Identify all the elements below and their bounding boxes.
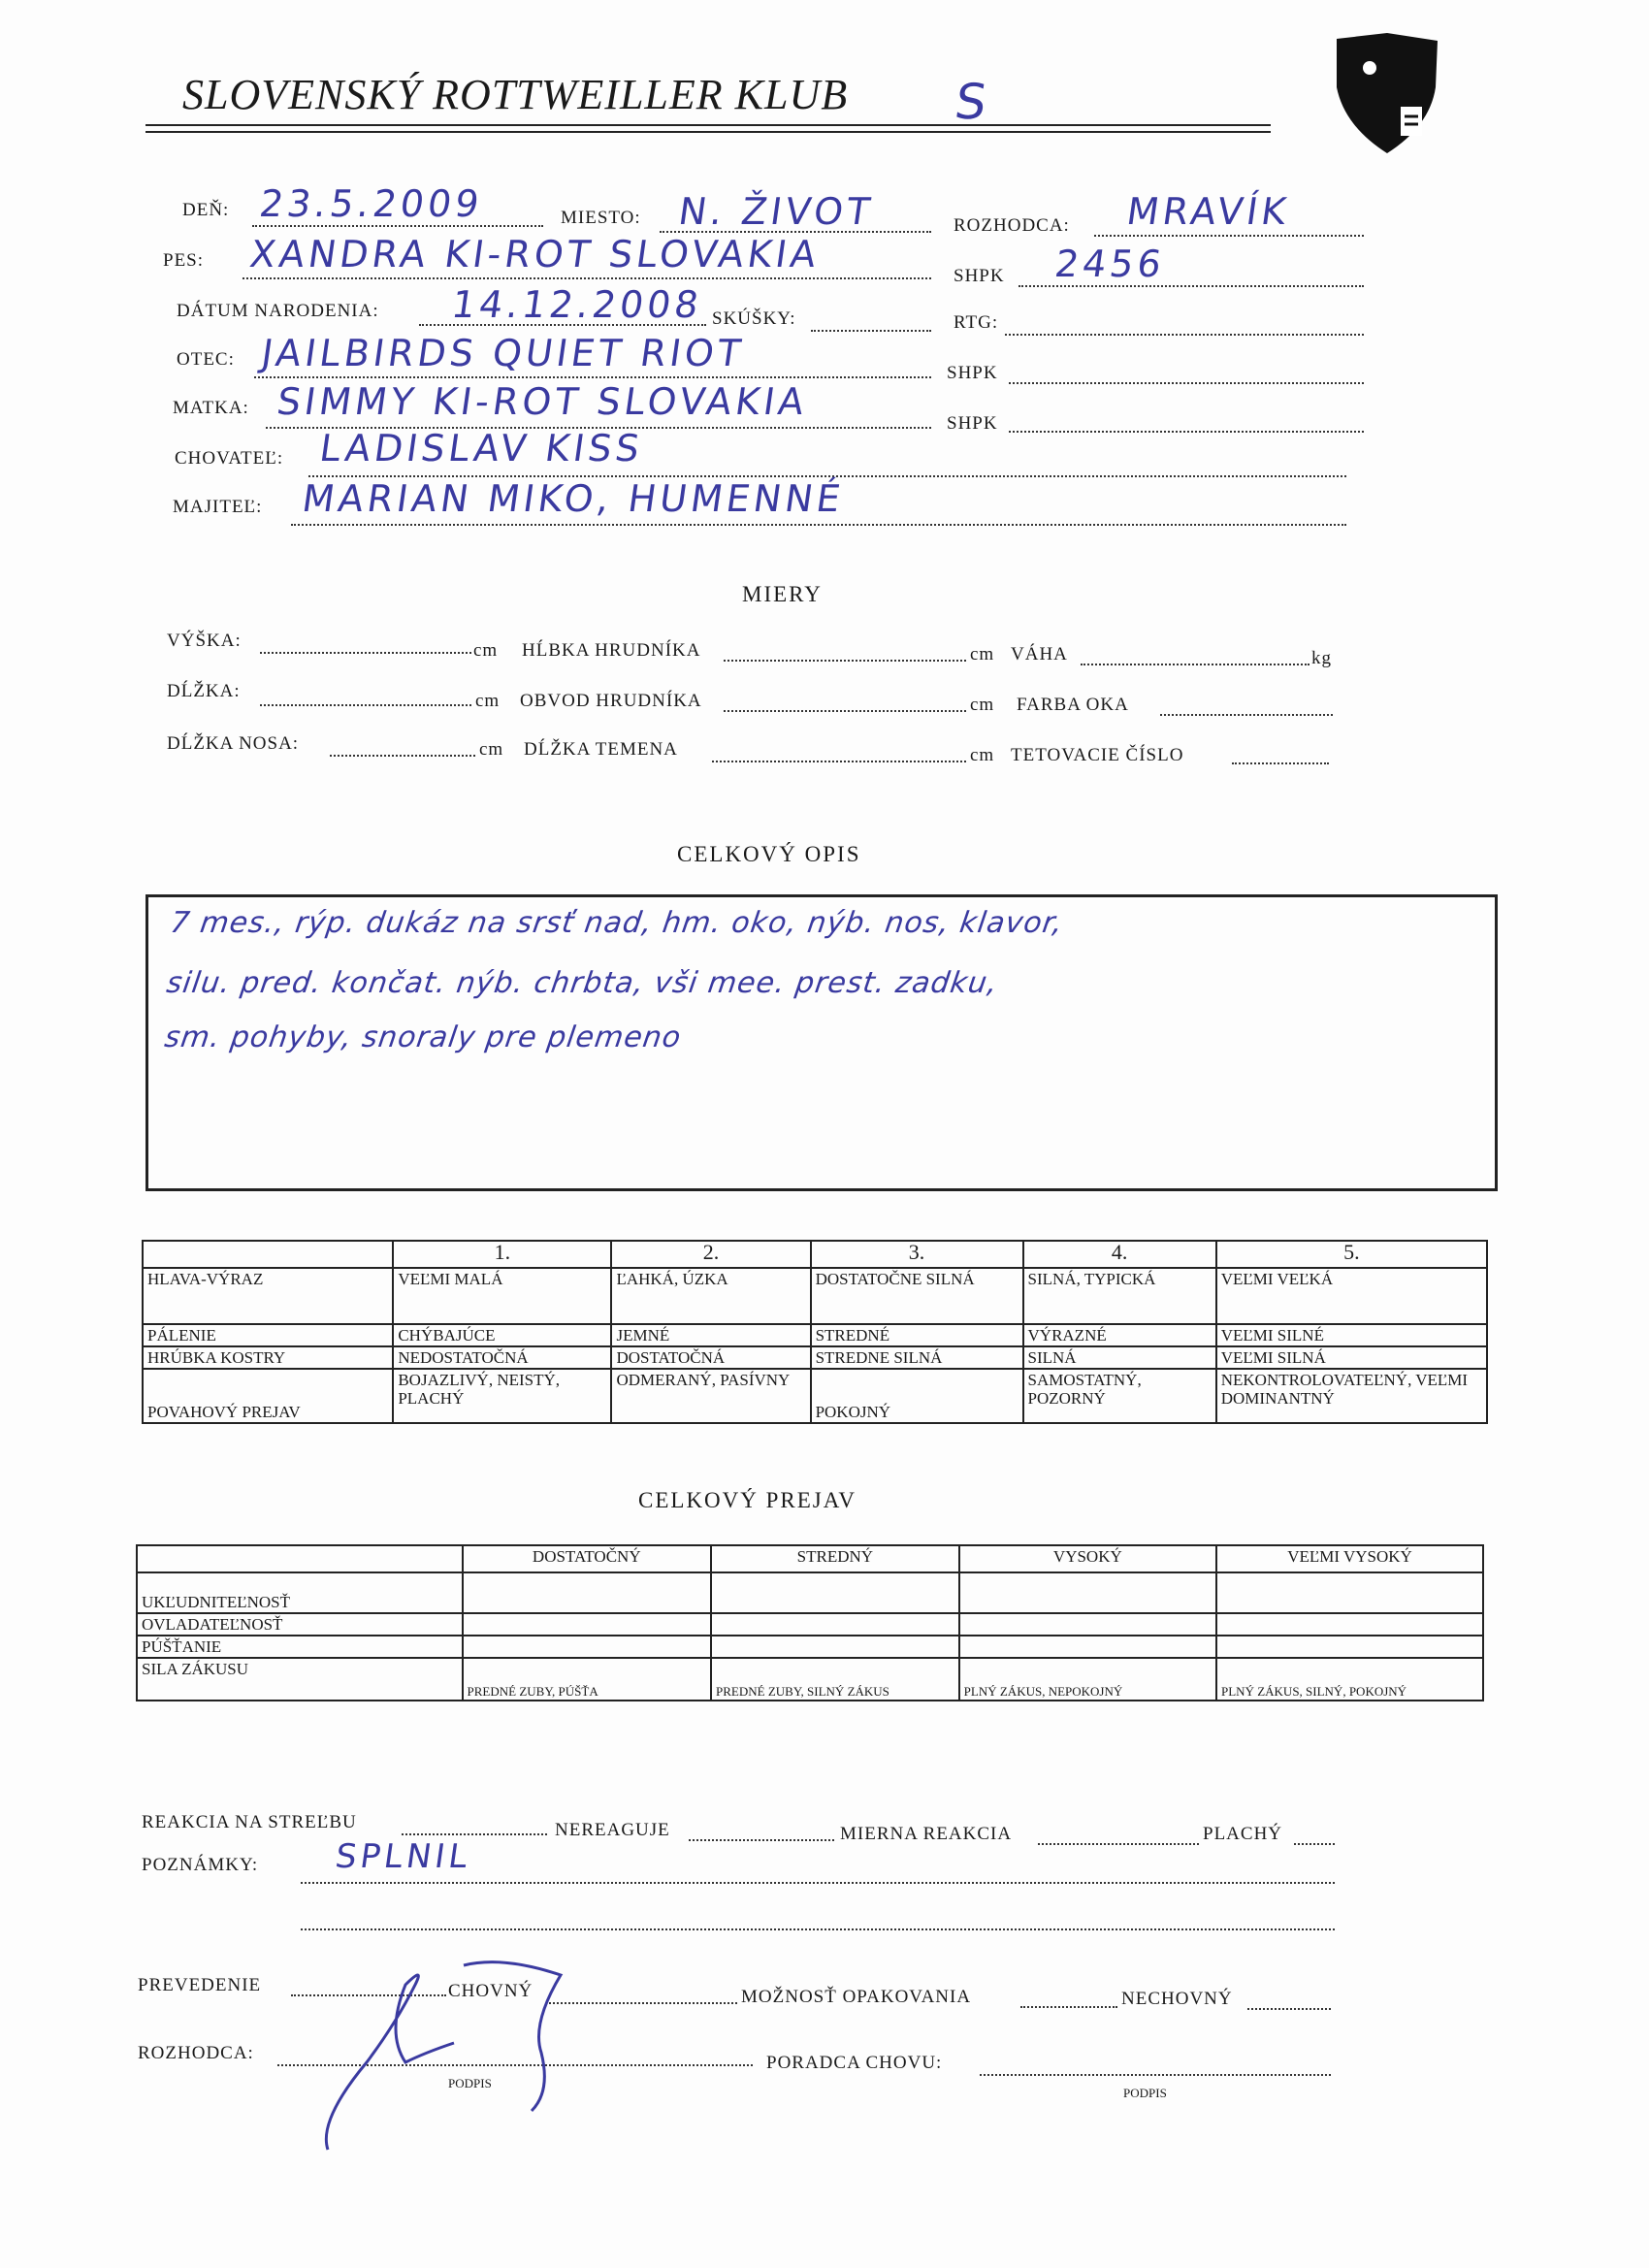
skusky-label: SKÚŠKY: (712, 308, 796, 329)
cell-povaha-1: BOJAZLIVÝ, NEISTÝ, PLACHÝ (393, 1369, 611, 1423)
poznamky-value: SPLNIL (333, 1837, 474, 1876)
plachy-label: PLACHÝ (1203, 1824, 1283, 1844)
skusky-line (811, 330, 931, 332)
dlzka-temena-label: DĹŽKA TEMENA (524, 739, 678, 760)
majitel-line (291, 524, 1346, 526)
vaha-label: VÁHA (1011, 644, 1068, 664)
prejav-cell-1-1 (463, 1572, 712, 1613)
cell-kostra-1: NEDOSTATOČNÁ (393, 1346, 611, 1369)
club-title: SLOVENSKÝ ROTTWEILLER KLUB (182, 71, 849, 118)
mierna-label: MIERNA REAKCIA (840, 1824, 1013, 1844)
chovatel-value: LADISLAV KISS (316, 427, 646, 470)
trait-corner (143, 1241, 393, 1268)
pes-value: XANDRA KI-ROT SLOVAKIA (246, 233, 824, 275)
opis-heading: CELKOVÝ OPIS (677, 842, 861, 866)
prejav-cell-2-4 (1216, 1613, 1483, 1636)
cell-kostra-3: STREDNE SILNÁ (811, 1346, 1023, 1369)
plachy-line (1294, 1843, 1335, 1845)
hlbka-line (724, 660, 966, 662)
datum-label: DÁTUM NARODENIA: (177, 301, 379, 321)
vyska-line (260, 652, 471, 654)
cell-kostra-5: VEĽMI SILNÁ (1216, 1346, 1487, 1369)
cell-povaha-3: POKOJNÝ (811, 1369, 1023, 1423)
miery-heading: MIERY (742, 582, 823, 606)
otec-label: OTEC: (177, 349, 235, 370)
shpk3-label: SHPK (947, 413, 998, 434)
cell-palenie-4: VÝRAZNÉ (1023, 1324, 1216, 1346)
poznamky-label: POZNÁMKY: (142, 1855, 259, 1875)
prejav-table (136, 1544, 1484, 1701)
shpk-value: 2456 (1051, 243, 1168, 285)
title-underline (146, 124, 1271, 133)
rtg-label: RTG: (954, 312, 999, 333)
shpk-line (1018, 285, 1364, 287)
moznost-line (1020, 2006, 1117, 2008)
obvod-unit: cm (970, 695, 995, 715)
prejav-cell-3-4 (1216, 1636, 1483, 1658)
poznamky-line-1 (301, 1882, 1335, 1884)
dlzka-nosa-unit: cm (479, 739, 504, 760)
poznamky-line-2 (301, 1928, 1335, 1930)
prejav-cell-1-4 (1216, 1572, 1483, 1613)
cell-palenie-3: STREDNÉ (811, 1324, 1023, 1346)
vyska-label: VÝŠKA: (167, 631, 242, 651)
row-label-povaha: POVAHOVÝ PREJAV (143, 1369, 393, 1423)
cell-kostra-2: DOSTATOČNÁ (611, 1346, 810, 1369)
row-label-kostra: HRÚBKA KOSTRY (143, 1346, 393, 1369)
sila-cell-4: PLNÝ ZÁKUS, SILNÝ, POKOJNÝ (1216, 1658, 1483, 1701)
col-2: 2. (611, 1241, 810, 1268)
judge-signature (308, 1946, 599, 2159)
prejav-cell-3-3 (959, 1636, 1216, 1658)
podpis-label-2: PODPIS (1123, 2086, 1167, 2100)
cell-povaha-5: NEKONTROLOVATEĽNÝ, VEĽMI DOMINANTNÝ (1216, 1369, 1487, 1423)
otec-value: JAILBIRDS QUIET RIOT (258, 332, 748, 374)
col-4: 4. (1023, 1241, 1216, 1268)
poradca-label: PORADCA CHOVU: (766, 2053, 943, 2073)
trait-table (142, 1240, 1488, 1424)
datum-value: 14.12.2008 (448, 283, 705, 326)
handwritten-mark: S (951, 74, 994, 130)
prejav-row-ukludnitelnost: UKĽUDNITEĽNOSŤ (137, 1572, 463, 1613)
chovny-label: CHOVNÝ (448, 1981, 534, 2001)
cell-hlava-5: VEĽMI VEĽKÁ (1216, 1268, 1487, 1324)
dlzka-label: DĹŽKA: (167, 681, 241, 701)
cell-povaha-4: SAMOSTATNÝ, POZORNÝ (1023, 1369, 1216, 1423)
dlzka-line (260, 704, 471, 706)
row-label-palenie: PÁLENIE (143, 1324, 393, 1346)
shpk3-line (1009, 431, 1364, 433)
farba-line (1160, 714, 1333, 716)
cell-hlava-3: DOSTATOČNE SILNÁ (811, 1268, 1023, 1324)
prejav-col-3: VYSOKÝ (959, 1545, 1216, 1572)
prejav-col-2: STREDNÝ (711, 1545, 959, 1572)
majitel-label: MAJITEĽ: (173, 497, 263, 517)
farba-label: FARBA OKA (1017, 695, 1129, 715)
cell-hlava-4: SILNÁ, TYPICKÁ (1023, 1268, 1216, 1324)
dlzka-unit: cm (475, 691, 501, 711)
rozhodca-line (1094, 235, 1364, 237)
prejav-cell-2-3 (959, 1613, 1216, 1636)
pes-line (242, 277, 931, 279)
prejav-heading: CELKOVÝ PREJAV (638, 1488, 857, 1512)
cell-povaha-2: ODMERANÝ, PASÍVNY (611, 1369, 810, 1423)
dlzka-temena-line (712, 761, 966, 762)
den-label: DEŇ: (182, 200, 230, 220)
cell-palenie-2: JEMNÉ (611, 1324, 810, 1346)
cell-palenie-5: VEĽMI SILNÉ (1216, 1324, 1487, 1346)
prejav-cell-3-2 (711, 1636, 959, 1658)
otec-line (254, 376, 931, 378)
chovatel-label: CHOVATEĽ: (175, 448, 284, 469)
matka-label: MATKA: (173, 398, 249, 418)
prejav-row-ovladatelnost: OVLADATEĽNOSŤ (137, 1613, 463, 1636)
prejav-cell-1-3 (959, 1572, 1216, 1613)
prejav-cell-2-1 (463, 1613, 712, 1636)
rottweiler-club-crest-icon (1329, 29, 1443, 157)
datum-line (419, 324, 706, 326)
matka-value: SIMMY KI-ROT SLOVAKIA (274, 380, 811, 423)
cell-kostra-4: SILNÁ (1023, 1346, 1216, 1369)
rozhodca-value: MRAVÍK (1123, 190, 1293, 233)
nechovny-line (1247, 2008, 1331, 2010)
obvod-line (724, 710, 966, 712)
poradca-sign-line (980, 2074, 1331, 2076)
hlbka-label: HĹBKA HRUDNÍKA (522, 640, 701, 661)
sila-cell-3: PLNÝ ZÁKUS, NEPOKOJNÝ (959, 1658, 1216, 1701)
col-3: 3. (811, 1241, 1023, 1268)
cell-palenie-1: CHÝBAJÚCE (393, 1324, 611, 1346)
prejav-cell-3-1 (463, 1636, 712, 1658)
tetovacie-line (1232, 762, 1329, 764)
nechovny-label: NECHOVNÝ (1121, 1989, 1233, 2009)
prejav-cell-1-2 (711, 1572, 959, 1613)
sila-cell-2: PREDNÉ ZUBY, SILNÝ ZÁKUS (711, 1658, 959, 1701)
dlzka-nosa-label: DĹŽKA NOSA: (167, 733, 300, 754)
vaha-unit: kg (1311, 648, 1332, 668)
col-5: 5. (1216, 1241, 1487, 1268)
miesto-value: N. ŽIVOT (675, 190, 877, 233)
moznost-label: MOŽNOSŤ OPAKOVANIA (741, 1987, 972, 2007)
den-value: 23.5.2009 (256, 182, 486, 225)
reakcia-label: REAKCIA NA STREĽBU (142, 1812, 357, 1832)
majitel-value: MARIAN MIKO, HUMENNÉ (299, 477, 847, 520)
rozhodca-footer-label: ROZHODCA: (138, 2043, 254, 2063)
prejav-row-sila: SILA ZÁKUSU (137, 1658, 463, 1701)
col-1: 1. (393, 1241, 611, 1268)
dlzka-temena-unit: cm (970, 745, 995, 765)
podpis-label-1: PODPIS (448, 2076, 492, 2090)
vaha-line (1081, 664, 1310, 665)
rtg-line (1005, 334, 1364, 336)
hlbka-unit: cm (970, 644, 995, 664)
sila-cell-1: PREDNÉ ZUBY, PÚŠŤA (463, 1658, 712, 1701)
den-line (252, 225, 543, 227)
opis-line-2: silu. pred. končat. nýb. chrbta, vši mee. prest. zadku, (164, 966, 1001, 1000)
cell-hlava-2: ĽAHKÁ, ÚZKA (611, 1268, 810, 1324)
miesto-label: MIESTO: (561, 208, 641, 228)
nereaguje-label: NEREAGUJE (555, 1820, 670, 1840)
prejav-col-4: VEĽMI VYSOKÝ (1216, 1545, 1483, 1572)
obvod-label: OBVOD HRUDNÍKA (520, 691, 702, 711)
tetovacie-label: TETOVACIE ČÍSLO (1011, 745, 1184, 765)
row-label-hlava: HLAVA-VÝRAZ (143, 1268, 393, 1324)
dlzka-nosa-line (330, 755, 475, 757)
reakcia-line (402, 1833, 547, 1835)
pes-label: PES: (163, 250, 205, 271)
prejav-col-1: DOSTATOČNÝ (463, 1545, 712, 1572)
shpk2-line (1009, 382, 1364, 384)
prejav-corner (137, 1545, 463, 1572)
opis-line-3: sm. pohyby, snoraly pre plemeno (162, 1021, 684, 1054)
prejav-row-pustanie: PÚŠŤANIE (137, 1636, 463, 1658)
shpk-label: SHPK (954, 266, 1005, 286)
cell-hlava-1: VEĽMI MALÁ (393, 1268, 611, 1324)
rozhodca-label: ROZHODCA: (954, 215, 1070, 236)
vyska-unit: cm (473, 640, 499, 661)
prejav-cell-2-2 (711, 1613, 959, 1636)
nereaguje-line (689, 1839, 834, 1841)
shpk2-label: SHPK (947, 363, 998, 383)
mierna-line (1038, 1843, 1199, 1845)
prevedenie-label: PREVEDENIE (138, 1975, 262, 1995)
opis-line-1: 7 mes., rýp. dukáz na srsť nad, hm. oko, nýb. nos, klavor, (168, 906, 1066, 940)
